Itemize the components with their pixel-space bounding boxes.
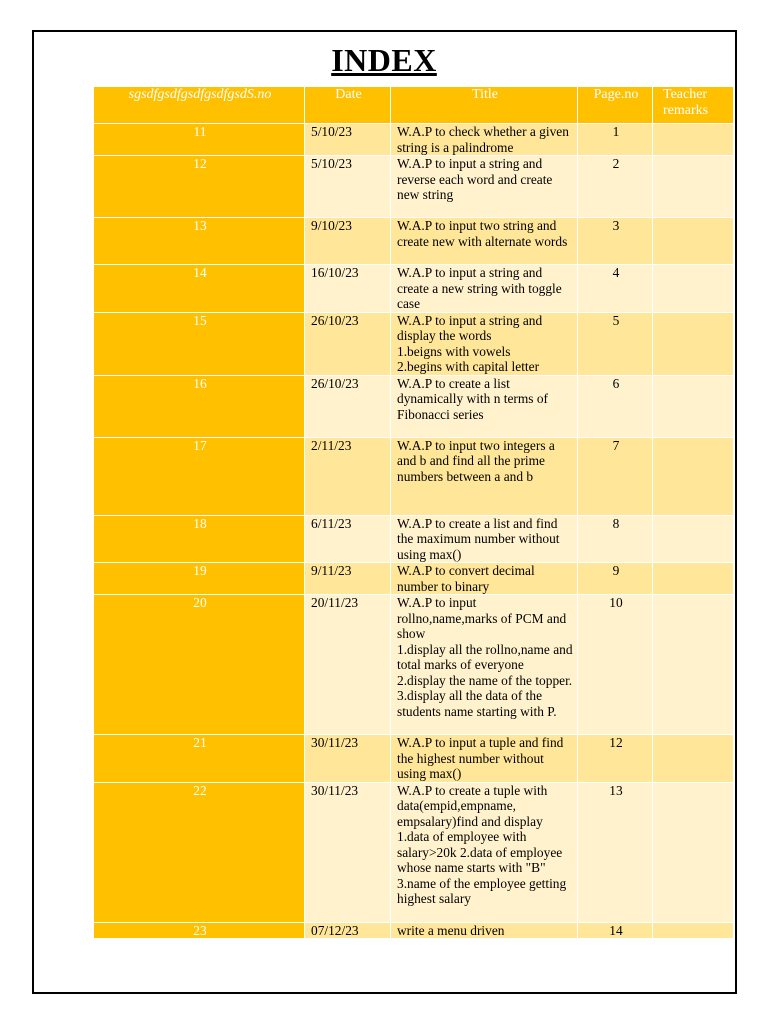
row-page: 14 <box>578 922 653 939</box>
row-sno: 11 <box>94 124 305 156</box>
row-sno: 21 <box>94 735 305 783</box>
row-date: 5/10/23 <box>305 156 391 218</box>
row-sno: 19 <box>94 563 305 595</box>
row-page: 6 <box>578 375 653 437</box>
table-row <box>94 515 734 563</box>
row-remarks <box>653 156 734 218</box>
row-date: 9/10/23 <box>305 218 391 265</box>
header-date: Date <box>305 87 391 124</box>
row-remarks <box>653 735 734 783</box>
row-sno: 14 <box>94 265 305 313</box>
row-title: W.A.P to input a string and create a new string with toggle case <box>391 265 578 313</box>
index-table <box>93 86 734 939</box>
row-remarks <box>653 595 734 735</box>
header-remarks: Teacher remarks <box>653 87 734 124</box>
row-sno: 16 <box>94 375 305 437</box>
row-page: 8 <box>578 515 653 563</box>
row-title: W.A.P to convert decimal number to binary <box>391 563 578 595</box>
row-page: 4 <box>578 265 653 313</box>
row-date: 16/10/23 <box>305 265 391 313</box>
row-date: 26/10/23 <box>305 375 391 437</box>
row-sno: 23 <box>94 922 305 939</box>
row-page: 5 <box>578 312 653 375</box>
row-page: 2 <box>578 156 653 218</box>
row-sno: 20 <box>94 595 305 735</box>
table-row <box>94 156 734 218</box>
table-row <box>94 782 734 922</box>
table-row <box>94 563 734 595</box>
row-remarks <box>653 312 734 375</box>
header-title: Title <box>391 87 578 124</box>
row-date: 9/11/23 <box>305 563 391 595</box>
row-sno: 22 <box>94 782 305 922</box>
row-title: W.A.P to input two integers a and b and find all the prime numbers between a and b <box>391 437 578 515</box>
row-sno: 12 <box>94 156 305 218</box>
row-date: 20/11/23 <box>305 595 391 735</box>
row-page: 1 <box>578 124 653 156</box>
row-title: W.A.P to create a list and find the maximum number without using max() <box>391 515 578 563</box>
row-remarks <box>653 515 734 563</box>
table-row <box>94 437 734 515</box>
table-header-row <box>94 87 734 124</box>
row-sno: 17 <box>94 437 305 515</box>
table-row <box>94 124 734 156</box>
row-page: 3 <box>578 218 653 265</box>
row-page: 9 <box>578 563 653 595</box>
table-row <box>94 265 734 313</box>
table-row <box>94 218 734 265</box>
row-page: 10 <box>578 595 653 735</box>
row-title: W.A.P to check whether a given string is a palindrome <box>391 124 578 156</box>
row-date: 6/11/23 <box>305 515 391 563</box>
row-remarks <box>653 375 734 437</box>
row-remarks <box>653 437 734 515</box>
row-sno: 15 <box>94 312 305 375</box>
row-date: 30/11/23 <box>305 782 391 922</box>
table-row <box>94 375 734 437</box>
row-date: 07/12/23 <box>305 922 391 939</box>
row-remarks <box>653 265 734 313</box>
row-title: W.A.P to input a tuple and find the highest number without using max() <box>391 735 578 783</box>
row-title: write a menu driven <box>391 922 578 939</box>
row-remarks <box>653 782 734 922</box>
table-row <box>94 595 734 735</box>
row-remarks <box>653 124 734 156</box>
row-sno: 13 <box>94 218 305 265</box>
row-page: 12 <box>578 735 653 783</box>
row-page: 13 <box>578 782 653 922</box>
row-remarks <box>653 563 734 595</box>
row-remarks <box>653 922 734 939</box>
row-date: 5/10/23 <box>305 124 391 156</box>
row-date: 30/11/23 <box>305 735 391 783</box>
table-row <box>94 735 734 783</box>
header-sno: sgsdfgsdfgsdfgsdfgsdS.no <box>94 87 305 124</box>
table-row <box>94 312 734 375</box>
header-page: Page.no <box>578 87 653 124</box>
row-title: W.A.P to input a string and reverse each word and create new string <box>391 156 578 218</box>
row-title: W.A.P to input a string and display the words 1.beigns with vowels 2.begins with capital letter <box>391 312 578 375</box>
page-title: INDEX <box>331 42 437 78</box>
row-date: 26/10/23 <box>305 312 391 375</box>
row-remarks <box>653 218 734 265</box>
row-sno: 18 <box>94 515 305 563</box>
row-title: W.A.P to input rollno,name,marks of PCM and show 1.display all the rollno,name and total marks of everyone 2.display the name of the topper. 3.display all the data of the students name starting with P. <box>391 595 578 735</box>
table-row <box>94 922 734 939</box>
row-title: W.A.P to create a list dynamically with n terms of Fibonacci series <box>391 375 578 437</box>
row-title: W.A.P to create a tuple with data(empid,empname, empsalary)find and display 1.data of employee with salary>20k 2.data of employee whose name starts with "B" 3.name of the employee getting highest salary <box>391 782 578 922</box>
row-title: W.A.P to input two string and create new with alternate words <box>391 218 578 265</box>
row-page: 7 <box>578 437 653 515</box>
row-date: 2/11/23 <box>305 437 391 515</box>
